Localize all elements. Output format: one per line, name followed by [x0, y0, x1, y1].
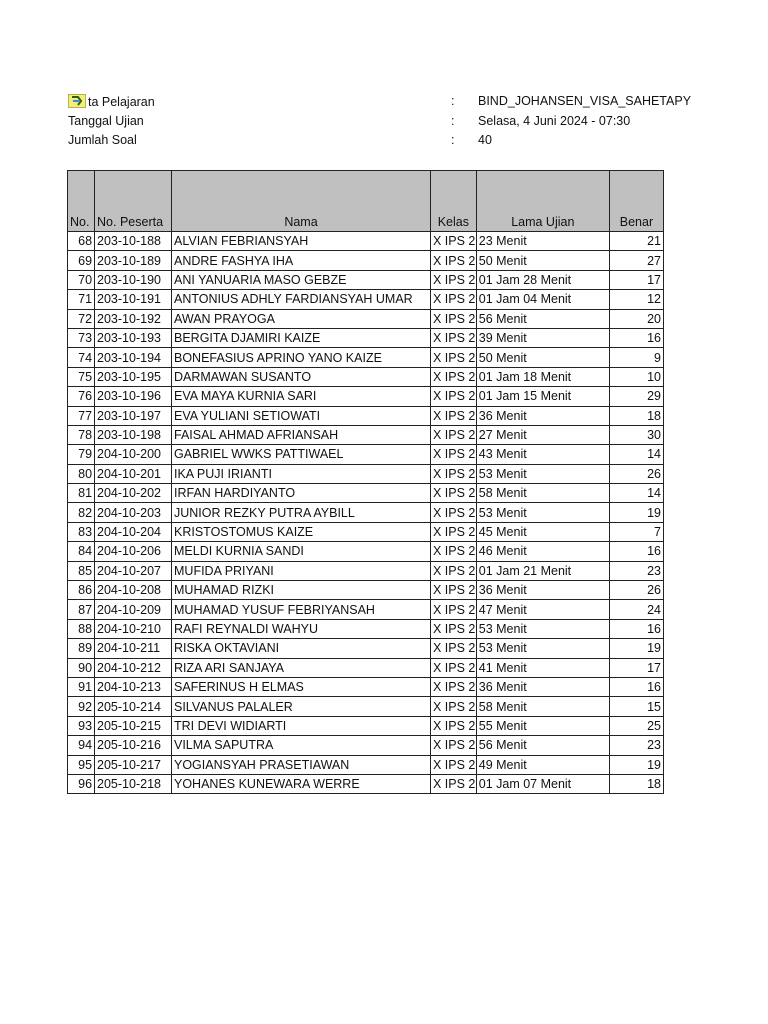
cell-participant-number: 204-10-202 [95, 484, 172, 503]
cell-name: BONEFASIUS APRINO YANO KAIZE [172, 348, 431, 367]
exam-date-label: Tanggal Ujian [68, 113, 144, 128]
cell-name: IKA PUJI IRIANTI [172, 464, 431, 483]
table-row [68, 445, 664, 464]
cell-duration: 50 Menit [476, 348, 609, 367]
cell-name: SAFERINUS H ELMAS [172, 677, 431, 696]
cell-name: RIZA ARI SANJAYA [172, 658, 431, 677]
cell-duration: 36 Menit [476, 581, 609, 600]
cell-name: ANDRE FASHYA IHA [172, 251, 431, 270]
question-count-row [68, 131, 668, 151]
cell-correct: 23 [609, 736, 663, 755]
cell-duration: 01 Jam 21 Menit [476, 561, 609, 580]
cell-no: 94 [68, 736, 95, 755]
cell-correct: 26 [609, 581, 663, 600]
cell-no: 89 [68, 639, 95, 658]
cell-correct: 26 [609, 464, 663, 483]
cell-participant-number: 203-10-196 [95, 387, 172, 406]
cell-duration: 53 Menit [476, 619, 609, 638]
cell-name: FAISAL AHMAD AFRIANSAH [172, 425, 431, 444]
cell-participant-number: 204-10-208 [95, 581, 172, 600]
cell-participant-number: 203-10-195 [95, 367, 172, 386]
cell-participant-number: 203-10-198 [95, 425, 172, 444]
cell-participant-number: 204-10-211 [95, 639, 172, 658]
cell-correct: 29 [609, 387, 663, 406]
cell-correct: 17 [609, 270, 663, 289]
cell-class: X IPS 2 [430, 774, 476, 793]
subject-colon: : [451, 94, 455, 108]
cell-name: GABRIEL WWKS PATTIWAEL [172, 445, 431, 464]
cell-no: 77 [68, 406, 95, 425]
cell-correct: 9 [609, 348, 663, 367]
cell-correct: 24 [609, 600, 663, 619]
cell-name: JUNIOR REZKY PUTRA AYBILL [172, 503, 431, 522]
cell-no: 85 [68, 561, 95, 580]
cell-class: X IPS 2 [430, 736, 476, 755]
cell-class: X IPS 2 [430, 251, 476, 270]
table-body [68, 232, 664, 794]
column-header-participant-number: No. Peserta [95, 171, 172, 232]
cell-name: YOGIANSYAH PRASETIAWAN [172, 755, 431, 774]
cell-name: MUHAMAD YUSUF FEBRIYANSAH [172, 600, 431, 619]
cell-correct: 15 [609, 697, 663, 716]
cell-class: X IPS 2 [430, 639, 476, 658]
cell-name: YOHANES KUNEWARA WERRE [172, 774, 431, 793]
table-row [68, 522, 664, 541]
table-row [68, 639, 664, 658]
table-row [68, 270, 664, 289]
cell-correct: 19 [609, 639, 663, 658]
cell-duration: 27 Menit [476, 425, 609, 444]
table-row [68, 309, 664, 328]
cell-no: 73 [68, 328, 95, 347]
cell-name: EVA YULIANI SETIOWATI [172, 406, 431, 425]
cell-duration: 01 Jam 15 Menit [476, 387, 609, 406]
table-row [68, 658, 664, 677]
cell-no: 87 [68, 600, 95, 619]
table-row [68, 367, 664, 386]
cell-duration: 36 Menit [476, 406, 609, 425]
cell-class: X IPS 2 [430, 270, 476, 289]
cell-participant-number: 204-10-209 [95, 600, 172, 619]
cell-no: 74 [68, 348, 95, 367]
subject-value: BIND_JOHANSEN_VISA_SAHETAPY [478, 94, 692, 108]
cell-no: 81 [68, 484, 95, 503]
column-header-no: No. [68, 171, 95, 232]
results-table [67, 170, 664, 794]
cell-correct: 16 [609, 328, 663, 347]
cell-name: VILMA SAPUTRA [172, 736, 431, 755]
table-row [68, 387, 664, 406]
cell-no: 96 [68, 774, 95, 793]
cell-participant-number: 203-10-191 [95, 290, 172, 309]
cell-class: X IPS 2 [430, 232, 476, 251]
exam-date-colon: : [451, 113, 455, 128]
cell-duration: 55 Menit [476, 716, 609, 735]
cell-duration: 45 Menit [476, 522, 609, 541]
cell-duration: 53 Menit [476, 503, 609, 522]
cell-participant-number: 204-10-204 [95, 522, 172, 541]
cell-class: X IPS 2 [430, 309, 476, 328]
cell-class: X IPS 2 [430, 600, 476, 619]
cell-class: X IPS 2 [430, 755, 476, 774]
table-row [68, 328, 664, 347]
table-row [68, 251, 664, 270]
cell-class: X IPS 2 [430, 348, 476, 367]
cell-no: 83 [68, 522, 95, 541]
subject-label: ta Pelajaran [88, 95, 155, 109]
subject-row [68, 92, 692, 112]
cell-no: 70 [68, 270, 95, 289]
cell-participant-number: 205-10-216 [95, 736, 172, 755]
cell-participant-number: 204-10-212 [95, 658, 172, 677]
cell-participant-number: 205-10-218 [95, 774, 172, 793]
cell-correct: 14 [609, 484, 663, 503]
cell-correct: 18 [609, 774, 663, 793]
column-header-class: Kelas [430, 171, 476, 232]
table-row [68, 232, 664, 251]
cell-no: 95 [68, 755, 95, 774]
cell-name: TRI DEVI WIDIARTI [172, 716, 431, 735]
cell-duration: 36 Menit [476, 677, 609, 696]
table-row [68, 503, 664, 522]
cell-class: X IPS 2 [430, 445, 476, 464]
table-row [68, 542, 664, 561]
cell-no: 72 [68, 309, 95, 328]
cell-name: KRISTOSTOMUS KAIZE [172, 522, 431, 541]
cell-no: 88 [68, 619, 95, 638]
cell-correct: 12 [609, 290, 663, 309]
cell-duration: 01 Jam 18 Menit [476, 367, 609, 386]
cell-name: AWAN PRAYOGA [172, 309, 431, 328]
cell-participant-number: 204-10-200 [95, 445, 172, 464]
cell-duration: 01 Jam 07 Menit [476, 774, 609, 793]
cell-class: X IPS 2 [430, 290, 476, 309]
cell-participant-number: 204-10-210 [95, 619, 172, 638]
cell-name: DARMAWAN SUSANTO [172, 367, 431, 386]
cell-correct: 10 [609, 367, 663, 386]
cell-no: 69 [68, 251, 95, 270]
cell-duration: 58 Menit [476, 484, 609, 503]
table-row [68, 736, 664, 755]
table-row [68, 774, 664, 793]
table-row [68, 677, 664, 696]
cell-no: 71 [68, 290, 95, 309]
cell-no: 76 [68, 387, 95, 406]
cell-name: ALVIAN FEBRIANSYAH [172, 232, 431, 251]
table-row [68, 406, 664, 425]
cell-duration: 53 Menit [476, 464, 609, 483]
cell-name: BERGITA DJAMIRI KAIZE [172, 328, 431, 347]
cell-correct: 14 [609, 445, 663, 464]
cell-class: X IPS 2 [430, 697, 476, 716]
cell-class: X IPS 2 [430, 387, 476, 406]
cell-no: 93 [68, 716, 95, 735]
cell-correct: 21 [609, 232, 663, 251]
table-row [68, 581, 664, 600]
cell-class: X IPS 2 [430, 716, 476, 735]
cell-name: MUHAMAD RIZKI [172, 581, 431, 600]
table-row [68, 600, 664, 619]
subject-label-wrap [68, 94, 155, 109]
cell-class: X IPS 2 [430, 464, 476, 483]
cell-correct: 27 [609, 251, 663, 270]
cell-no: 84 [68, 542, 95, 561]
table-row [68, 755, 664, 774]
cell-class: X IPS 2 [430, 522, 476, 541]
cell-no: 78 [68, 425, 95, 444]
cell-no: 80 [68, 464, 95, 483]
cell-duration: 47 Menit [476, 600, 609, 619]
cell-correct: 17 [609, 658, 663, 677]
cell-name: MUFIDA PRIYANI [172, 561, 431, 580]
cell-correct: 18 [609, 406, 663, 425]
exam-date-value: Selasa, 4 Juni 2024 - 07:30 [478, 113, 631, 128]
cell-correct: 16 [609, 677, 663, 696]
cell-participant-number: 205-10-217 [95, 755, 172, 774]
cell-name: ANI YANUARIA MASO GEBZE [172, 270, 431, 289]
cell-participant-number: 203-10-194 [95, 348, 172, 367]
cell-duration: 41 Menit [476, 658, 609, 677]
cell-duration: 49 Menit [476, 755, 609, 774]
cell-participant-number: 203-10-197 [95, 406, 172, 425]
cell-name: RAFI REYNALDI WAHYU [172, 619, 431, 638]
cell-class: X IPS 2 [430, 367, 476, 386]
cell-participant-number: 204-10-203 [95, 503, 172, 522]
cell-participant-number: 205-10-215 [95, 716, 172, 735]
cell-class: X IPS 2 [430, 328, 476, 347]
cell-duration: 01 Jam 04 Menit [476, 290, 609, 309]
cell-duration: 01 Jam 28 Menit [476, 270, 609, 289]
cell-class: X IPS 2 [430, 503, 476, 522]
cell-no: 82 [68, 503, 95, 522]
cell-correct: 19 [609, 503, 663, 522]
cell-class: X IPS 2 [430, 542, 476, 561]
cell-class: X IPS 2 [430, 484, 476, 503]
cell-duration: 50 Menit [476, 251, 609, 270]
cell-duration: 39 Menit [476, 328, 609, 347]
table-row [68, 561, 664, 580]
cell-class: X IPS 2 [430, 561, 476, 580]
column-header-duration: Lama Ujian [476, 171, 609, 232]
cell-name: MELDI KURNIA SANDI [172, 542, 431, 561]
cell-correct: 30 [609, 425, 663, 444]
cell-class: X IPS 2 [430, 619, 476, 638]
cell-duration: 23 Menit [476, 232, 609, 251]
cell-no: 91 [68, 677, 95, 696]
cell-correct: 20 [609, 309, 663, 328]
cell-participant-number: 203-10-189 [95, 251, 172, 270]
table-row [68, 464, 664, 483]
column-header-name: Nama [172, 171, 431, 232]
cell-name: RISKA OKTAVIANI [172, 639, 431, 658]
cell-duration: 46 Menit [476, 542, 609, 561]
table-row [68, 619, 664, 638]
cell-correct: 16 [609, 619, 663, 638]
question-count-colon: : [451, 133, 455, 147]
cell-correct: 7 [609, 522, 663, 541]
cell-class: X IPS 2 [430, 581, 476, 600]
cell-no: 92 [68, 697, 95, 716]
cell-duration: 43 Menit [476, 445, 609, 464]
cell-participant-number: 204-10-206 [95, 542, 172, 561]
table-row [68, 484, 664, 503]
cell-duration: 56 Menit [476, 309, 609, 328]
cell-participant-number: 203-10-192 [95, 309, 172, 328]
cell-no: 86 [68, 581, 95, 600]
cell-correct: 16 [609, 542, 663, 561]
table-row [68, 290, 664, 309]
cell-name: ANTONIUS ADHLY FARDIANSYAH UMAR [172, 290, 431, 309]
cell-participant-number: 203-10-188 [95, 232, 172, 251]
cell-correct: 23 [609, 561, 663, 580]
cell-no: 68 [68, 232, 95, 251]
table-row [68, 425, 664, 444]
cell-correct: 25 [609, 716, 663, 735]
cell-class: X IPS 2 [430, 406, 476, 425]
table-row [68, 348, 664, 367]
cell-no: 79 [68, 445, 95, 464]
cell-duration: 53 Menit [476, 639, 609, 658]
cell-participant-number: 204-10-207 [95, 561, 172, 580]
cell-class: X IPS 2 [430, 658, 476, 677]
table-header-row [68, 171, 664, 232]
cell-participant-number: 205-10-214 [95, 697, 172, 716]
question-count-label: Jumlah Soal [68, 133, 137, 147]
cell-participant-number: 203-10-193 [95, 328, 172, 347]
cell-name: EVA MAYA KURNIA SARI [172, 387, 431, 406]
cell-class: X IPS 2 [430, 425, 476, 444]
column-header-correct: Benar [609, 171, 663, 232]
embedded-object-icon[interactable] [68, 94, 86, 108]
cell-name: IRFAN HARDIYANTO [172, 484, 431, 503]
cell-duration: 56 Menit [476, 736, 609, 755]
cell-participant-number: 203-10-190 [95, 270, 172, 289]
cell-no: 90 [68, 658, 95, 677]
cell-participant-number: 204-10-213 [95, 677, 172, 696]
cell-no: 75 [68, 367, 95, 386]
cell-participant-number: 204-10-201 [95, 464, 172, 483]
exam-info [68, 92, 692, 151]
question-count-value: 40 [478, 133, 492, 147]
cell-correct: 19 [609, 755, 663, 774]
cell-name: SILVANUS PALALER [172, 697, 431, 716]
exam-date-row [68, 112, 668, 132]
cell-class: X IPS 2 [430, 677, 476, 696]
table-row [68, 697, 664, 716]
cell-duration: 58 Menit [476, 697, 609, 716]
table-row [68, 716, 664, 735]
